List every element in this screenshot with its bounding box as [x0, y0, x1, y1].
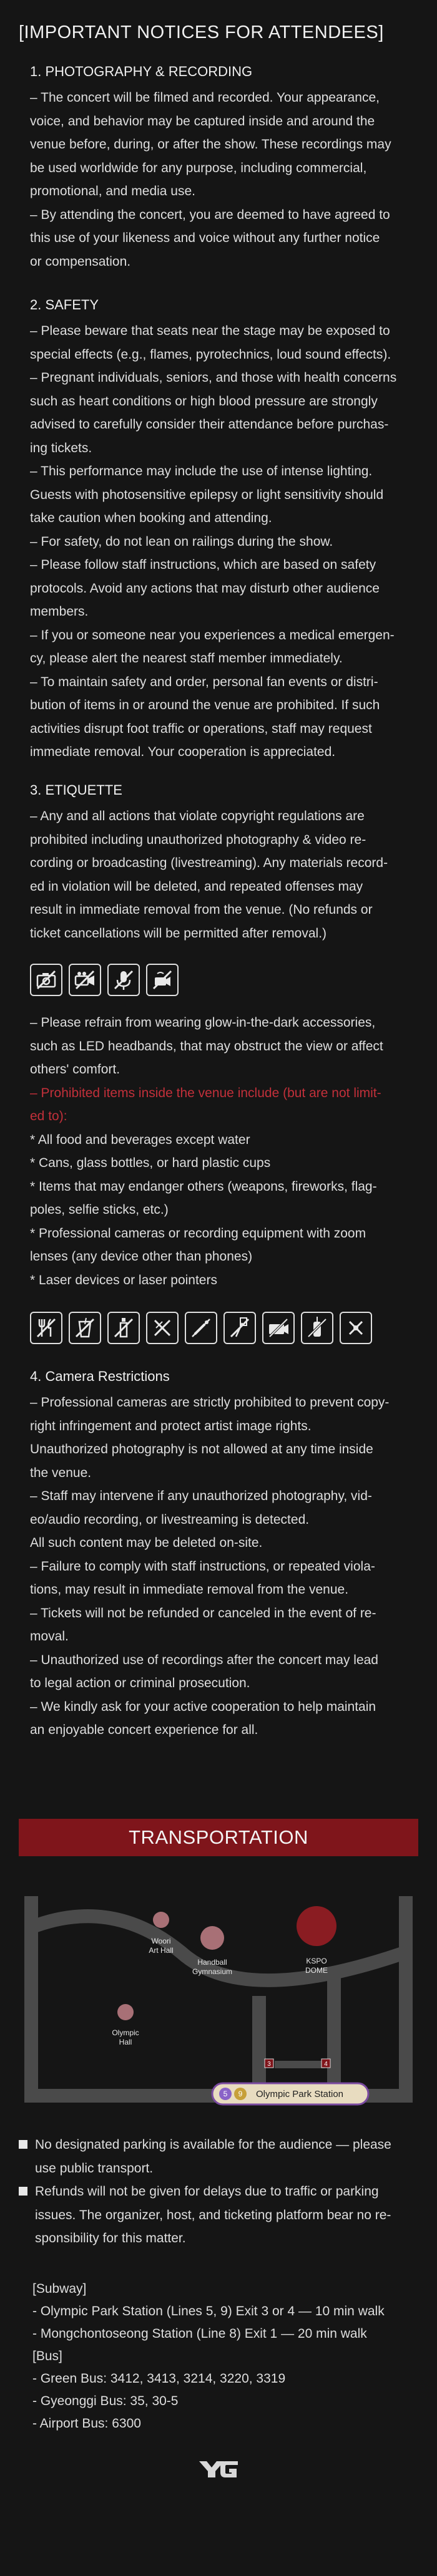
- text-line: – If you or someone near you experiences a medical emergen-: [30, 627, 395, 642]
- text-line: – The concert will be filmed and recorded. Your appearance,: [30, 90, 380, 105]
- no-photo-icon: [30, 964, 62, 996]
- text-line: special effects (e.g., flames, pyrotechnics, loud sound effects).: [30, 347, 391, 362]
- text-line: - Mongchontoseong Station (Line 8) Exit 1 — 20 min walk: [32, 2327, 367, 2341]
- text-line: activities disrupt foot traffic or operations, staff may request: [30, 721, 372, 736]
- text-line: voice, and behavior may be captured inside and around the: [30, 114, 375, 128]
- bullet-square-icon: [19, 2140, 27, 2149]
- section-heading: 2. SAFETY: [30, 297, 99, 312]
- line-5-label: 5: [223, 2089, 228, 2098]
- text-line: such as heart conditions or high blood pressure are strongly: [30, 394, 378, 409]
- text-line: – This performance may include the use of intense lighting.: [30, 464, 373, 478]
- text-line: ed in violation will be deleted, and repeated offenses may: [30, 879, 363, 894]
- text-line: – By attending the concert, you are deemed to have agreed to: [30, 207, 390, 222]
- bullet-square-icon: [19, 2187, 27, 2196]
- handball-label: Handball: [197, 1958, 227, 1967]
- text-line: - Gyeonggi Bus: 35, 30-5: [32, 2394, 179, 2408]
- page-title: [IMPORTANT NOTICES FOR ATTENDEES]: [19, 22, 384, 42]
- photography-section: [30, 61, 417, 273]
- text-line: immediate removal. Your cooperation is appreciated.: [30, 745, 336, 759]
- woori-art-hall-marker: [153, 1912, 169, 1928]
- text-line: protocols. Avoid any actions that may disturb other audience: [30, 581, 380, 596]
- transit-info: [32, 2278, 420, 2435]
- exit-3-label: 3: [267, 2061, 271, 2068]
- olympic-hall-label: Hall: [119, 2038, 132, 2046]
- no-weapons-icon: [146, 1312, 179, 1344]
- text-line: to legal action or criminal prosecution.: [30, 1676, 250, 1690]
- list-item: * Items that may endanger others (weapons, fireworks, flag-: [30, 1179, 377, 1194]
- text-line: – To maintain safety and order, personal fan events or distri-: [30, 674, 378, 689]
- text-line: ing tickets.: [30, 440, 92, 455]
- text-line: result in immediate removal from the venue. (No refunds or: [30, 903, 373, 917]
- woori-label: Art Hall: [149, 1946, 174, 1955]
- text-line: – We kindly ask for your active cooperation to help maintain: [30, 1699, 376, 1714]
- transport-notes: [19, 2133, 418, 2250]
- prohibited-recording-icons: [30, 964, 179, 996]
- text-line: advised to carefully consider their attendance before purchas-: [30, 417, 389, 432]
- text-line: Unauthorized photography is not allowed at any time inside: [30, 1442, 373, 1456]
- text-line: [Bus]: [32, 2349, 62, 2363]
- text-line: – Please follow staff instructions, which are based on safety: [30, 558, 376, 572]
- prohibited-items-heading: – Prohibited items inside the venue include (but are not limit-: [30, 1085, 381, 1100]
- text-line: - Olympic Park Station (Lines 5, 9) Exit 3 or 4 — 10 min walk: [32, 2304, 385, 2318]
- list-item: lenses (any device other than phones): [30, 1249, 253, 1264]
- list-item: [19, 2133, 418, 2180]
- list-item: * Cans, glass bottles, or hard plastic cups: [30, 1156, 271, 1170]
- etiquette-section: [30, 780, 417, 945]
- text-line: moval.: [30, 1629, 69, 1644]
- exit-4-label: 4: [324, 2061, 328, 2068]
- text-line: – Professional cameras are strictly prohibited to prevent copy-: [30, 1395, 390, 1410]
- text-line: issues. The organizer, host, and ticketing platform bear no re-: [35, 2207, 391, 2222]
- section-heading: 4. Camera Restrictions: [30, 1368, 170, 1384]
- text-line: Refunds will not be given for delays due to traffic or parking: [35, 2184, 379, 2199]
- safety-section: [30, 294, 417, 764]
- text-line: the venue.: [30, 1465, 92, 1480]
- woori-label: Woori: [151, 1937, 171, 1945]
- no-pets-icon: [340, 1312, 372, 1344]
- list-item: poles, selfie sticks, etc.): [30, 1203, 169, 1217]
- text-line: – Any and all actions that violate copyright regulations are: [30, 809, 365, 823]
- prohibited-items-icons: [30, 1312, 372, 1344]
- text-line: – Unauthorized use of recordings after the concert may lead: [30, 1652, 378, 1667]
- text-line: No designated parking is available for the audience — please: [35, 2138, 391, 2152]
- no-drinks-icon: [69, 1312, 101, 1344]
- kspo-label: DOME: [305, 1966, 328, 1975]
- text-line: – Tickets will not be refunded or canceled in the event of re-: [30, 1605, 376, 1620]
- text-line: All such content may be deleted on-site.: [30, 1536, 263, 1550]
- venue-map: [19, 1877, 418, 2114]
- text-line: ticket cancellations will be permitted after removal.): [30, 926, 327, 941]
- no-food-icon: [30, 1312, 62, 1344]
- text-line: be used worldwide for any purpose, including commercial,: [30, 160, 367, 175]
- text-line: eo/audio recording, or livestreaming is detected.: [30, 1512, 310, 1527]
- text-line: – For safety, do not lean on railings during the show.: [30, 534, 333, 549]
- text-line: venue before, during, or after the show. These recordings may: [30, 137, 391, 152]
- list-item: * Professional cameras or recording equipment with zoom: [30, 1226, 366, 1241]
- text-line: such as LED headbands, that may obstruct the view or affect: [30, 1039, 383, 1053]
- text-line: use public transport.: [35, 2161, 154, 2176]
- text-line: – Pregnant individuals, seniors, and those with health concerns: [30, 370, 397, 385]
- text-line: [Subway]: [32, 2282, 87, 2296]
- no-microphone-icon: [107, 964, 140, 996]
- yg-logo: [198, 2457, 239, 2480]
- kspo-dome-marker: [297, 1906, 336, 1946]
- no-video-icon: [69, 964, 101, 996]
- text-line: right infringement and protect artist image rights.: [30, 1418, 312, 1433]
- text-line: cy, please alert the nearest staff member immediately.: [30, 651, 343, 666]
- text-line: - Green Bus: 3412, 3413, 3214, 3220, 3319: [32, 2371, 286, 2386]
- prohibited-items-heading: ed to):: [30, 1109, 67, 1123]
- text-line: - Airport Bus: 6300: [32, 2416, 141, 2431]
- handball-gymnasium-marker: [200, 1926, 224, 1950]
- text-line: prohibited including unauthorized photography & video re-: [30, 832, 366, 847]
- text-line: others' comfort.: [30, 1062, 120, 1077]
- text-line: this use of your likeness and voice without any further notice: [30, 231, 380, 245]
- no-selfie-stick-icon: [223, 1312, 256, 1344]
- text-line: an enjoyable concert experience for all.: [30, 1723, 258, 1737]
- camera-restrictions-section: [30, 1366, 417, 1742]
- transportation-banner: TRANSPORTATION: [19, 1819, 418, 1856]
- etiquette-items: [30, 1011, 417, 1292]
- text-line: bution of items in or around the venue are prohibited. If such: [30, 698, 380, 712]
- text-line: – Staff may intervene if any unauthorized photography, vid-: [30, 1489, 372, 1503]
- list-item: * All food and beverages except water: [30, 1132, 250, 1147]
- list-item: * Laser devices or laser pointers: [30, 1272, 217, 1287]
- text-line: promotional, and media use.: [30, 184, 195, 198]
- text-line: Guests with photosensitive epilepsy or light sensitivity should: [30, 487, 384, 502]
- text-line: cording or broadcasting (livestreaming). Any materials record-: [30, 856, 388, 870]
- handball-label: Gymnasium: [192, 1967, 233, 1976]
- text-line: tions, may result in immediate removal from the venue.: [30, 1582, 349, 1597]
- no-fireworks-icon: [185, 1312, 217, 1344]
- text-line: take caution when booking and attending.: [30, 511, 272, 525]
- section-heading: 3. ETIQUETTE: [30, 782, 122, 798]
- no-professional-camera-icon: [262, 1312, 295, 1344]
- no-bottle-icon: [107, 1312, 140, 1344]
- olympic-hall-label: Olympic: [112, 2028, 139, 2037]
- olympic-hall-marker: [117, 2004, 134, 2020]
- text-line: or compensation.: [30, 254, 131, 269]
- text-line: – Please refrain from wearing glow-in-the-dark accessories,: [30, 1015, 376, 1030]
- list-item: [19, 2180, 418, 2250]
- section-heading: 1. PHOTOGRAPHY & RECORDING: [30, 64, 253, 79]
- text-line: – Please beware that seats near the stage may be exposed to: [30, 324, 390, 338]
- no-laser-icon: [301, 1312, 333, 1344]
- kspo-label: KSPO: [306, 1957, 327, 1965]
- line-9-label: 9: [238, 2089, 243, 2098]
- no-livestream-icon: [146, 964, 179, 996]
- station-name: Olympic Park Station: [255, 2089, 344, 2099]
- text-line: members.: [30, 604, 89, 619]
- text-line: sponsibility for this matter.: [35, 2231, 186, 2245]
- text-line: – Failure to comply with staff instructions, or repeated viola-: [30, 1559, 375, 1574]
